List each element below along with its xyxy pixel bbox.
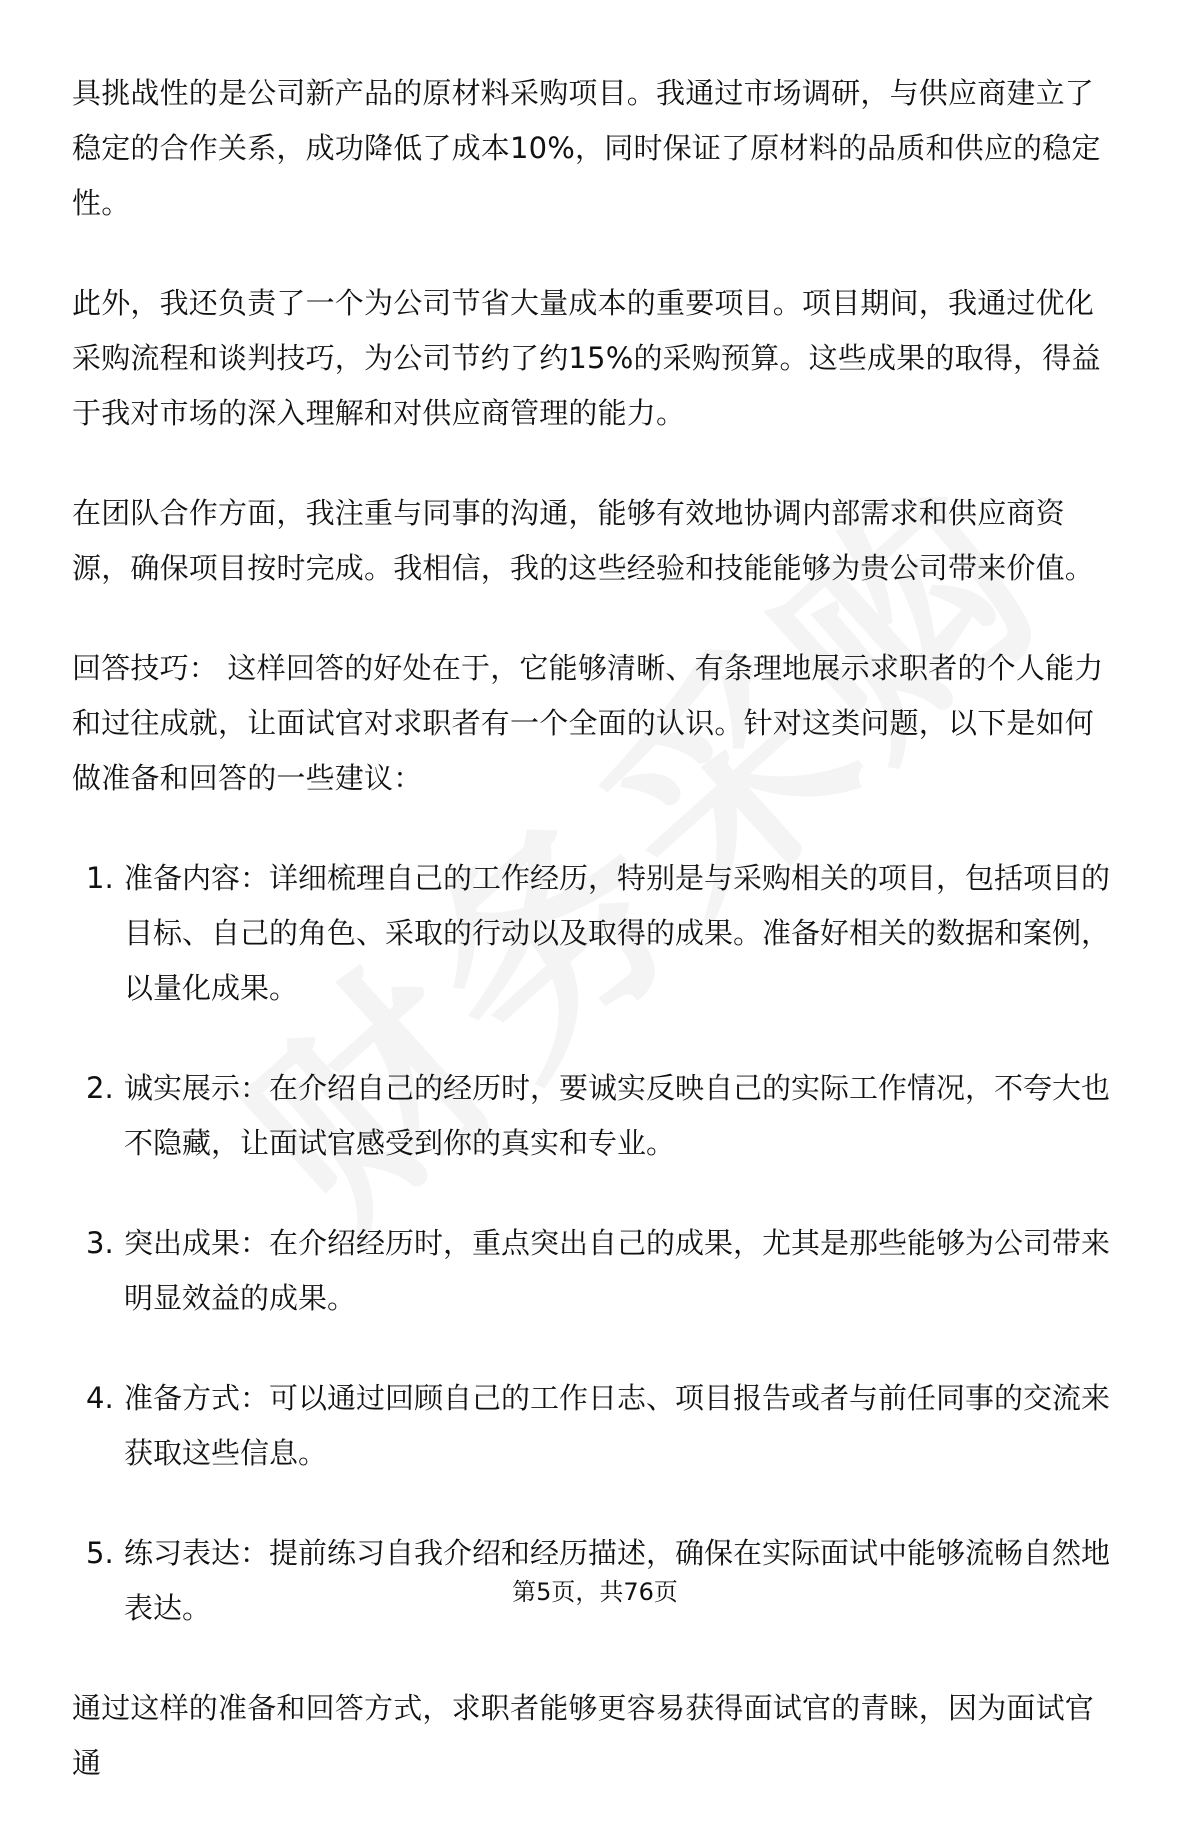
tips-list [72,851,1122,1636]
paragraph-challenging-project: 具挑战性的是公司新产品的原材料采购项目。我通过市场调研，与供应商建立了稳定的合作关系，成功降低了成本10%，同时保证了原材料的品质和供应的稳定性。 [72,76,1101,220]
document-body [72,66,1122,1836]
list-item-text: 诚实展示：在介绍自己的经历时，要诚实反映自己的实际工作情况，不夸大也不隐藏，让面试官感受到你的真实和专业。 [124,1071,1111,1160]
list-item-text: 练习表达：提前练习自我介绍和经历描述，确保在实际面试中能够流畅自然地表达。 [124,1536,1111,1625]
paragraph-teamwork: 在团队合作方面，我注重与同事的沟通，能够有效地协调内部需求和供应商资源，确保项目按时完成。我相信，我的这些经验和技能能够为贵公司带来价值。 [72,496,1095,585]
list-item [72,1371,1122,1481]
list-item-number: 2. [86,1071,114,1105]
list-item [72,851,1122,1016]
paragraph-answer-tips: 回答技巧： 这样回答的好处在于，它能够清晰、有条理地展示求职者的个人能力和过往成就，让面试官对求职者有一个全面的认识。针对这类问题，以下是如何做准备和回答的一些建议： [72,651,1104,795]
list-item-number: 4. [86,1381,114,1415]
paragraph-cost-saving-project: 此外，我还负责了一个为公司节省大量成本的重要项目。项目期间，我通过优化采购流程和谈判技巧，为公司节约了约15%的采购预算。这些成果的取得，得益于我对市场的深入理解和对供应商管理的能力。 [72,286,1101,430]
list-item-number: 1. [86,861,114,895]
list-item-text: 准备方式：可以通过回顾自己的工作日志、项目报告或者与前任同事的交流来获取这些信息。 [124,1381,1111,1470]
list-item-text: 突出成果：在介绍经历时，重点突出自己的成果，尤其是那些能够为公司带来明显效益的成果。 [124,1226,1111,1315]
page-number-footer: 第5页，共76页 [512,1578,678,1606]
list-item [72,1216,1122,1326]
list-item-number: 5. [86,1536,114,1570]
list-item [72,1061,1122,1171]
list-item-number: 3. [86,1226,114,1260]
list-item-text: 准备内容：详细梳理自己的工作经历，特别是与采购相关的项目，包括项目的目标、自己的角色、采取的行动以及取得的成果。准备好相关的数据和案例，以量化成果。 [124,861,1111,1005]
paragraph-closing: 通过这样的准备和回答方式，求职者能够更容易获得面试官的青睐，因为面试官通 [72,1691,1095,1780]
